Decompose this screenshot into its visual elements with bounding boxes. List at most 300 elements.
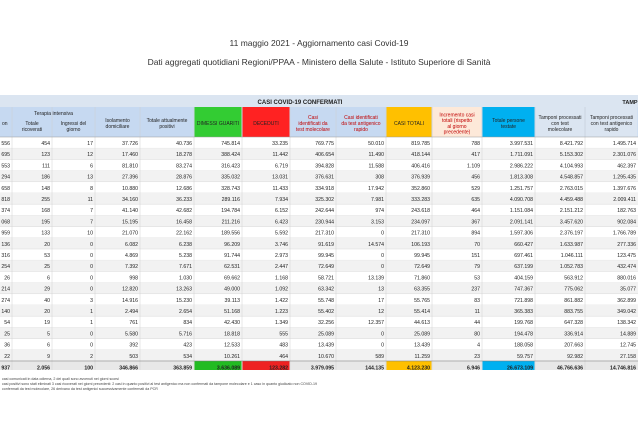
table-cell: 529 bbox=[471, 185, 480, 192]
table-cell: 883.755 bbox=[564, 309, 583, 315]
table-cell: 1.052.783 bbox=[559, 264, 583, 271]
table-cell: 7 bbox=[90, 219, 93, 226]
table-cell: 11.433 bbox=[272, 185, 288, 192]
table-cell: 2.151.212 bbox=[559, 208, 583, 215]
table-cell: 44.613 bbox=[414, 320, 430, 327]
table-cell: 255 bbox=[41, 197, 50, 203]
table-cell: 13.439 bbox=[318, 342, 334, 349]
totals-cell: 6.946 bbox=[467, 365, 480, 370]
table-cell: 70 bbox=[474, 241, 480, 248]
column-header: Isolamento bbox=[105, 118, 130, 125]
table-cell: 27.396 bbox=[122, 174, 138, 181]
table-cell: 974 bbox=[375, 208, 384, 215]
table-cell: 13.031 bbox=[272, 174, 288, 181]
column-header: giorno bbox=[66, 126, 81, 133]
table-cell: 563.912 bbox=[564, 275, 583, 282]
table-cell: 365.383 bbox=[514, 309, 533, 315]
table-cell: 12.820 bbox=[122, 286, 138, 293]
table-cell: 376.939 bbox=[411, 174, 430, 181]
table-cell: 352.860 bbox=[411, 185, 430, 192]
totals-cell: 937 bbox=[1, 365, 10, 370]
table-cell: 41.140 bbox=[122, 208, 138, 215]
table-cell: 0 bbox=[90, 275, 93, 282]
table-cell: 91.744 bbox=[224, 253, 240, 259]
table-cell: 819.785 bbox=[411, 141, 430, 147]
table-cell: 745.814 bbox=[221, 141, 240, 147]
table-cell: 42.430 bbox=[224, 320, 240, 327]
table-cell: 25.089 bbox=[414, 331, 430, 338]
table-cell: 9 bbox=[47, 353, 50, 360]
table-cell: 1.092 bbox=[275, 286, 288, 293]
table-cell: 59.757 bbox=[517, 353, 533, 360]
table-cell: 123.475 bbox=[617, 253, 636, 259]
table-cell: 861.882 bbox=[564, 297, 583, 304]
table-cell: 33.235 bbox=[272, 141, 288, 147]
table-cell: 5.580 bbox=[125, 331, 138, 338]
table-cell: 55.402 bbox=[318, 309, 334, 315]
table-cell: 880.016 bbox=[617, 275, 636, 282]
totals-cell: 4.123.230 bbox=[406, 365, 430, 370]
table-cell: 406.654 bbox=[315, 152, 334, 159]
column-header: Casi bbox=[307, 115, 319, 122]
table-cell: 14.574 bbox=[368, 241, 384, 248]
table-cell: 316.423 bbox=[221, 163, 240, 170]
table-cell: 5.238 bbox=[179, 253, 192, 259]
column-header: con test bbox=[551, 121, 569, 127]
table-cell: 15.195 bbox=[122, 219, 138, 226]
table-cell: 10.670 bbox=[318, 353, 334, 360]
table-cell: 1.151.084 bbox=[509, 208, 533, 215]
table-cell: 1.633.987 bbox=[559, 241, 583, 248]
table-cell: 81.810 bbox=[122, 163, 138, 170]
table-cell: 19 bbox=[44, 320, 50, 327]
footnotes bbox=[2, 377, 638, 393]
table-cell: 13 bbox=[378, 286, 384, 293]
table-cell: 11 bbox=[87, 197, 93, 203]
table-cell: 111 bbox=[42, 163, 50, 170]
table-cell: 1.168 bbox=[275, 275, 288, 282]
table-cell: 6.423 bbox=[275, 219, 288, 226]
table-cell: 4.104.993 bbox=[559, 163, 583, 170]
column-header: al giorno bbox=[447, 123, 467, 130]
totals-cell: 123.282 bbox=[269, 365, 288, 370]
table-cell: 2.091.141 bbox=[509, 219, 533, 226]
table-cell: 1 bbox=[90, 309, 93, 315]
table-cell: 483 bbox=[279, 342, 288, 349]
table-cell: 068 bbox=[1, 219, 10, 226]
table-cell: 0 bbox=[381, 253, 384, 259]
table-cell: 394.828 bbox=[315, 163, 334, 170]
table-cell: 1.251.757 bbox=[509, 185, 533, 192]
table-cell: 13.439 bbox=[414, 342, 430, 349]
table-cell: 51.168 bbox=[224, 309, 240, 315]
table-cell: 1.295.435 bbox=[612, 174, 636, 181]
table-cell: 788 bbox=[471, 141, 480, 147]
table-cell: 40.736 bbox=[176, 141, 192, 147]
table-cell: 26 bbox=[4, 275, 10, 282]
totals-cell: 144.135 bbox=[365, 365, 384, 370]
table-cell: 5.716 bbox=[179, 331, 192, 338]
table-cell: 32.256 bbox=[318, 320, 334, 327]
table-cell: 1.422 bbox=[275, 297, 288, 304]
table-cell: 769.775 bbox=[315, 141, 334, 147]
table-cell: 367 bbox=[471, 219, 480, 226]
table-cell: 6.082 bbox=[125, 241, 138, 248]
table-cell: 2.986.222 bbox=[509, 163, 533, 170]
table-cell: 1.046.111 bbox=[560, 253, 583, 259]
table-cell: 553 bbox=[1, 163, 10, 170]
table-cell: 10.261 bbox=[224, 353, 240, 360]
table-cell: 12.745 bbox=[620, 342, 636, 349]
table-cell: 1.597.306 bbox=[509, 230, 533, 237]
table-cell: 503 bbox=[129, 353, 138, 360]
table-cell: 42.682 bbox=[176, 208, 192, 215]
table-cell: 6 bbox=[90, 163, 93, 170]
table-cell: 1.349 bbox=[275, 320, 288, 327]
table-cell: 243.618 bbox=[411, 208, 430, 215]
table-cell: 464 bbox=[279, 353, 288, 360]
table-cell: 211.216 bbox=[221, 219, 240, 226]
table-cell: 199.768 bbox=[514, 320, 533, 327]
table-cell: 11.588 bbox=[368, 163, 384, 170]
table-cell: 0 bbox=[90, 264, 93, 271]
table-cell: 242.644 bbox=[315, 208, 334, 215]
column-header: Tamponi processati bbox=[589, 115, 634, 122]
table-cell: 36 bbox=[4, 342, 10, 349]
group-title-right: TAMP bbox=[622, 100, 638, 106]
table-cell: 12.686 bbox=[176, 185, 192, 192]
column-header: da test antigenico bbox=[341, 121, 381, 127]
table-cell: 83 bbox=[474, 297, 480, 304]
table-cell: 456 bbox=[471, 174, 480, 181]
table-cell: 80 bbox=[474, 331, 480, 338]
column-header: identificati da bbox=[298, 121, 328, 127]
table-cell: 362.899 bbox=[617, 297, 636, 304]
table-cell: 63.342 bbox=[318, 286, 334, 293]
footnote: casi positivi sono stati eliminati 3 casi ricoverati nei giorni precedenti: 2 casi in quanto positivi al test antigenico ma non confermati da tampone molecolare e 1 caso in quanto giudicato non COVID-19 bbox=[2, 382, 318, 387]
table-cell: 12.533 bbox=[224, 342, 240, 349]
table-cell: 404.159 bbox=[514, 275, 533, 282]
table-cell: 0 bbox=[90, 253, 93, 259]
table-cell: 721.898 bbox=[514, 297, 533, 304]
table-cell: 1.766.789 bbox=[612, 230, 636, 237]
totals-cell: 363.859 bbox=[173, 365, 192, 370]
table-cell: 188.058 bbox=[514, 342, 533, 349]
table-cell: 11.490 bbox=[368, 152, 384, 159]
group-title: CASI COVID-19 CONFERMATI bbox=[257, 100, 343, 106]
table-cell: 23 bbox=[474, 353, 480, 360]
table-cell: 34.160 bbox=[122, 197, 138, 203]
column-header: totali (rispetto bbox=[441, 118, 473, 125]
table-cell: 17 bbox=[87, 141, 93, 147]
column-header: rapido bbox=[354, 126, 368, 133]
totals-cell: 46.766.636 bbox=[557, 365, 583, 370]
table-cell: 392 bbox=[129, 342, 138, 349]
column-header: on bbox=[2, 121, 8, 127]
footnote: casi comunicati in data odierna, 2 dei quali sono avvenuti nei giorni scorsi bbox=[2, 377, 119, 381]
table-cell: 2.009.411 bbox=[613, 197, 636, 203]
table-cell: 333.283 bbox=[411, 197, 430, 203]
table-cell: 761 bbox=[129, 320, 138, 327]
table-cell: 20 bbox=[44, 241, 50, 248]
table-cell: 195 bbox=[41, 219, 50, 226]
table-cell: 168 bbox=[41, 208, 50, 215]
table-cell: 6 bbox=[47, 342, 50, 349]
table-cell: 418.144 bbox=[411, 152, 430, 159]
column-header: Ingressi del bbox=[60, 121, 87, 127]
table-cell: 406.416 bbox=[411, 163, 430, 170]
table-cell: 5.592 bbox=[275, 230, 288, 237]
table-cell: 16.458 bbox=[176, 219, 192, 226]
column-header: DIMESSI GUARITI bbox=[196, 121, 240, 127]
table-cell: 53 bbox=[44, 253, 50, 259]
table-cell: 462.397 bbox=[617, 163, 636, 170]
table-cell: 658 bbox=[1, 185, 10, 192]
table-cell: 289.116 bbox=[221, 197, 240, 203]
column-header: test molecolare bbox=[296, 126, 330, 133]
table-cell: 3.997.531 bbox=[509, 141, 533, 147]
totals-cell: 3.979.095 bbox=[310, 365, 334, 370]
table-cell: 818 bbox=[1, 197, 10, 203]
table-cell: 18.818 bbox=[224, 331, 240, 338]
table-cell: 14.889 bbox=[620, 331, 636, 338]
table-cell: 1.030 bbox=[179, 275, 192, 282]
table-cell: 376.631 bbox=[315, 174, 334, 181]
table-cell: 3.746 bbox=[275, 241, 288, 248]
table-cell: 13.139 bbox=[368, 275, 384, 282]
table-cell: 15.230 bbox=[176, 297, 192, 304]
table-cell: 8.421.792 bbox=[559, 141, 583, 147]
table-cell: 140 bbox=[1, 309, 10, 315]
table-cell: 7.981 bbox=[371, 197, 384, 203]
table-cell: 230.944 bbox=[315, 219, 334, 226]
table-cell: 194.478 bbox=[514, 331, 533, 338]
table-cell: 18.278 bbox=[176, 152, 192, 159]
table-cell: 556 bbox=[1, 141, 10, 147]
table-cell: 55.765 bbox=[414, 297, 430, 304]
table-cell: 417 bbox=[471, 152, 480, 159]
table-cell: 138.342 bbox=[617, 320, 636, 327]
table-cell: 207.663 bbox=[564, 342, 583, 349]
table-cell: 334.918 bbox=[315, 185, 334, 192]
table-cell: 6 bbox=[47, 275, 50, 282]
table-cell: 12 bbox=[87, 152, 93, 159]
table-cell: 55.748 bbox=[318, 297, 334, 304]
table-cell: 8 bbox=[90, 185, 93, 192]
table-cell: 17.942 bbox=[368, 185, 384, 192]
table-cell: 17.460 bbox=[122, 152, 138, 159]
table-cell: 647.328 bbox=[564, 320, 583, 327]
table-cell: 374 bbox=[1, 208, 10, 215]
table-cell: 96.209 bbox=[224, 241, 240, 248]
table-cell: 92.982 bbox=[567, 353, 583, 360]
table-cell: 79 bbox=[474, 264, 480, 271]
table-cell: 10.880 bbox=[122, 185, 138, 192]
table-cell: 20 bbox=[44, 309, 50, 315]
table-cell: 1.711.091 bbox=[510, 152, 533, 159]
table-cell: 635 bbox=[471, 197, 480, 203]
column-header: Casi identificati bbox=[344, 115, 378, 122]
table-cell: 308 bbox=[375, 174, 384, 181]
totals-cell: 346.866 bbox=[119, 365, 138, 370]
table-cell: 217.310 bbox=[411, 230, 430, 237]
table-cell: 13 bbox=[87, 174, 93, 181]
table-cell: 1.495.714 bbox=[612, 141, 636, 147]
table-cell: 22 bbox=[4, 353, 10, 360]
table-cell: 349.042 bbox=[617, 309, 636, 315]
column-header: rapido bbox=[604, 126, 619, 133]
column-header: CASI TOTALI bbox=[393, 121, 425, 127]
table-cell: 660.427 bbox=[514, 241, 533, 248]
table-cell: 22.162 bbox=[176, 230, 192, 237]
table-cell: 40 bbox=[44, 297, 50, 304]
totals-cell: 26.673.109 bbox=[507, 365, 533, 370]
table-cell: 7.671 bbox=[179, 264, 192, 271]
table-cell: 998 bbox=[129, 275, 138, 282]
column-header: molecolare bbox=[547, 126, 573, 133]
table-cell: 328.743 bbox=[221, 185, 240, 192]
table-cell: 4.090.708 bbox=[509, 197, 533, 203]
table-cell: 695 bbox=[1, 152, 10, 159]
table-cell: 148 bbox=[41, 185, 50, 192]
column-header: precedente) bbox=[443, 129, 471, 136]
table-cell: 335.032 bbox=[221, 174, 240, 181]
column-header: Totale persone bbox=[492, 118, 525, 125]
table-cell: 637.199 bbox=[514, 264, 533, 271]
table-cell: 106.193 bbox=[411, 241, 430, 248]
table-cell: 36.233 bbox=[176, 197, 192, 203]
table-cell: 274 bbox=[1, 297, 10, 304]
table-cell: 0 bbox=[90, 241, 93, 248]
table-cell: 58.721 bbox=[318, 275, 334, 282]
table-cell: 182.763 bbox=[617, 208, 636, 215]
table-cell: 294 bbox=[1, 174, 10, 181]
table-cell: 11 bbox=[474, 309, 480, 315]
table-cell: 325.302 bbox=[315, 197, 334, 203]
table-cell: 2.447 bbox=[275, 264, 288, 271]
column-header: Tamponi processati bbox=[538, 115, 582, 122]
table-cell: 72.649 bbox=[318, 264, 334, 271]
table-cell: 133 bbox=[41, 230, 50, 237]
table-cell: 11.259 bbox=[414, 353, 430, 360]
table-cell: 237 bbox=[471, 286, 480, 293]
table-cell: 6.238 bbox=[179, 241, 192, 248]
table-cell: 54 bbox=[4, 320, 10, 327]
column-header: Totale attualmente bbox=[146, 118, 188, 125]
table-cell: 834 bbox=[183, 320, 192, 327]
table-cell: 2.763.015 bbox=[559, 185, 583, 192]
table-cell: 1 bbox=[90, 320, 93, 327]
table-cell: 2.494 bbox=[125, 309, 138, 315]
table-cell: 0 bbox=[381, 342, 384, 349]
table-cell: 2.654 bbox=[179, 309, 192, 315]
table-cell: 27.158 bbox=[620, 353, 636, 360]
column-header: con test antigenico bbox=[590, 121, 633, 127]
column-header: Totale bbox=[25, 121, 39, 127]
table-cell: 6.719 bbox=[275, 163, 288, 170]
table-cell: 1.397.676 bbox=[612, 185, 636, 192]
table-cell: 13.263 bbox=[176, 286, 192, 293]
table-cell: 234.097 bbox=[411, 219, 430, 226]
terapia-intensiva-label: Terapia intensiva bbox=[34, 111, 73, 117]
table-cell: 3 bbox=[90, 297, 93, 304]
table-cell: 6.152 bbox=[275, 208, 288, 215]
totals-cell: 3.636.089 bbox=[216, 365, 240, 370]
table-cell: 189.556 bbox=[221, 230, 240, 237]
table-cell: 2 bbox=[90, 353, 93, 360]
table-cell: 254 bbox=[1, 264, 10, 271]
table-cell: 697.461 bbox=[514, 253, 533, 259]
table-cell: 7.392 bbox=[125, 264, 138, 271]
table-cell: 44 bbox=[474, 320, 480, 327]
totals-cell: 14.746.816 bbox=[610, 365, 636, 370]
table-cell: 0 bbox=[381, 331, 384, 338]
table-cell: 194.784 bbox=[221, 208, 240, 215]
column-header: positivi bbox=[159, 123, 175, 130]
table-cell: 775.062 bbox=[564, 286, 583, 293]
table-cell: 217.310 bbox=[315, 230, 334, 237]
table-cell: 1.223 bbox=[275, 309, 288, 315]
table-cell: 316 bbox=[1, 253, 10, 259]
table-cell: 2.376.197 bbox=[559, 230, 583, 237]
table-cell: 151 bbox=[471, 253, 480, 259]
table-cell: 894 bbox=[471, 230, 480, 237]
table-cell: 4 bbox=[477, 342, 480, 349]
table-cell: 0 bbox=[90, 286, 93, 293]
table-cell: 454 bbox=[41, 141, 50, 147]
table-cell: 39.113 bbox=[224, 297, 240, 304]
table-cell: 62.531 bbox=[224, 264, 240, 271]
column-header: domiciliare bbox=[105, 123, 130, 130]
covid-data-table bbox=[0, 95, 638, 370]
table-cell: 534 bbox=[183, 353, 192, 360]
table-cell: 14.916 bbox=[122, 297, 138, 304]
table-cell: 55.414 bbox=[414, 309, 430, 315]
table-cell: 4.459.488 bbox=[559, 197, 583, 203]
table-cell: 12.357 bbox=[368, 320, 384, 327]
table-cell: 423 bbox=[183, 342, 192, 349]
table-cell: 277.336 bbox=[617, 241, 636, 248]
column-header: Incremento casi bbox=[439, 112, 475, 119]
table-cell: 99.945 bbox=[414, 253, 430, 259]
page-subtitle: Dati aggregati quotidiani Regioni/PPAA - Ministero della Salute - Istituto Superiore di Sanità bbox=[147, 57, 491, 67]
column-header: testate bbox=[500, 123, 517, 130]
table-cell: 2.973 bbox=[275, 253, 288, 259]
table-cell: 53 bbox=[474, 275, 480, 282]
table-cell: 35.077 bbox=[620, 286, 636, 293]
table-cell: 959 bbox=[1, 230, 10, 237]
table-cell: 123 bbox=[41, 152, 50, 159]
table-cell: 0 bbox=[90, 331, 93, 338]
table-cell: 432.474 bbox=[617, 264, 636, 271]
table-cell: 214 bbox=[1, 286, 10, 293]
table-cell: 28.876 bbox=[176, 174, 192, 181]
table-cell: 5 bbox=[47, 331, 50, 338]
table-cell: 17 bbox=[378, 297, 384, 304]
table-cell: 136 bbox=[1, 241, 10, 248]
table-cell: 21.070 bbox=[122, 230, 138, 237]
table-cell: 50.010 bbox=[368, 141, 384, 147]
table-cell: 2.301.076 bbox=[612, 152, 636, 159]
table-cell: 3.457.620 bbox=[559, 219, 583, 226]
table-cell: 49.000 bbox=[224, 286, 240, 293]
table-cell: 83.274 bbox=[176, 163, 192, 170]
table-cell: 589 bbox=[375, 353, 384, 360]
table-cell: 37.726 bbox=[122, 141, 138, 147]
table-cell: 1.109 bbox=[467, 163, 480, 170]
table-cell: 91.619 bbox=[318, 241, 334, 248]
table-cell: 1.813.308 bbox=[509, 174, 533, 181]
